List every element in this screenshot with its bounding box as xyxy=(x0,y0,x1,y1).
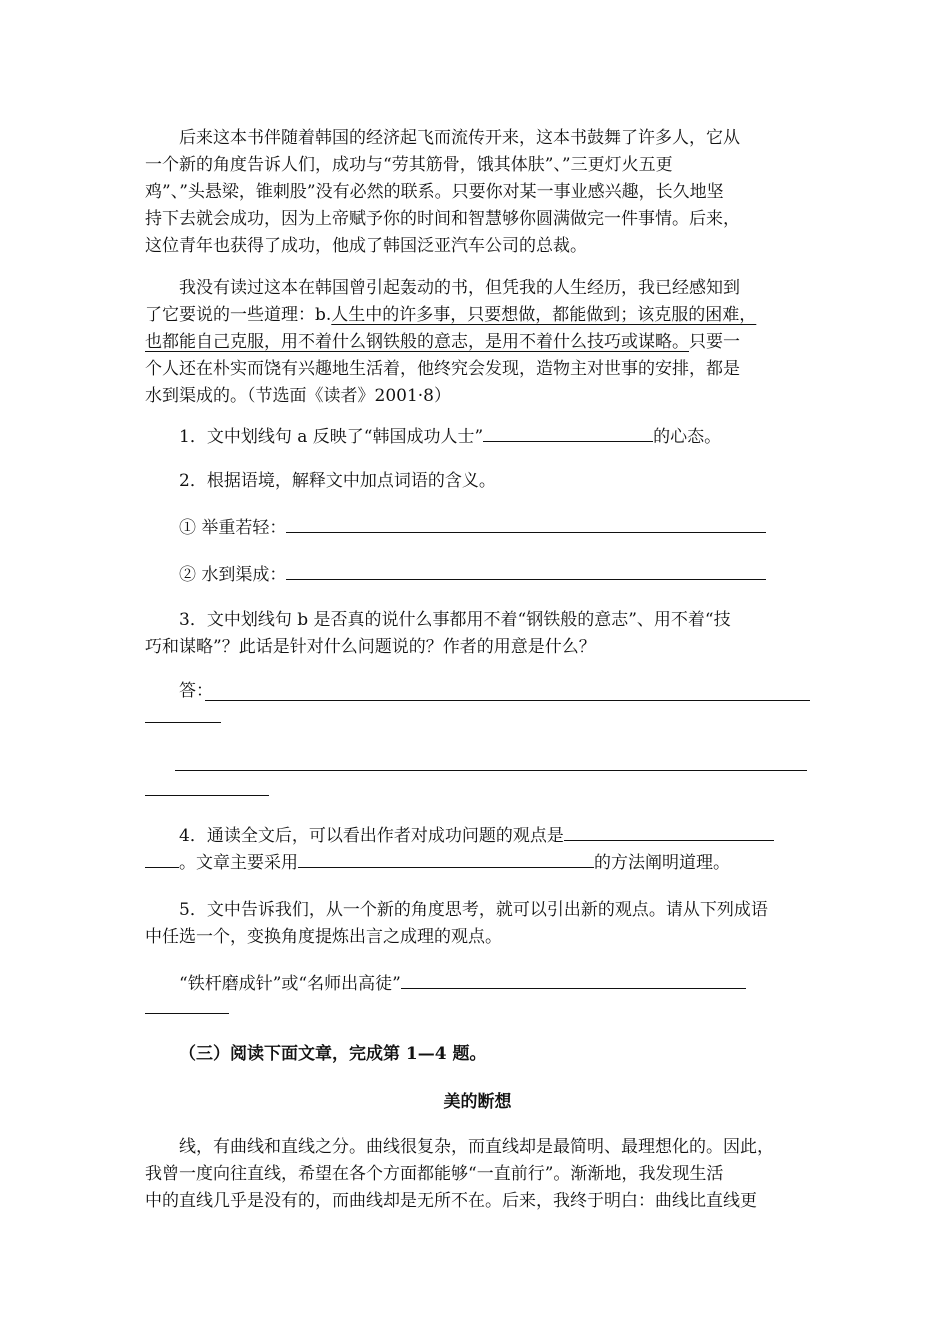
question-2-item-2 xyxy=(145,561,810,589)
question-2-stem: 2．根据语境，解释文中加点词语的含义。 xyxy=(179,471,496,491)
paragraph-line: 鸡”、”头悬梁，锥刺股”没有必然的联系。只要你对某一事业感兴趣，长久地坚 xyxy=(145,182,724,202)
answer-line[interactable] xyxy=(145,795,269,796)
paragraph-line: 个人还在朴实而饶有兴趣地生活着，他终究会发现，造物主对世事的安排，都是 xyxy=(145,359,740,379)
answer-blank[interactable] xyxy=(401,970,746,989)
question-4-line xyxy=(145,822,810,850)
paragraph-line: 我没有读过这本在韩国曾引起轰动的书，但凭我的人生经历，我已经感知到 xyxy=(179,278,740,298)
question-3-line: 3．文中划线句 b 是否真的说什么事都用不着“钢铁般的意志”、用不着“技 xyxy=(179,610,731,630)
question-5-line: 中任选一个，变换角度提炼出言之成理的观点。 xyxy=(145,927,502,947)
paragraph-line: 水到渠成的。（节选面《读者》2001·8） xyxy=(145,386,451,406)
question-2-item-1 xyxy=(145,514,810,542)
question-text: 。文章主要采用 xyxy=(179,853,298,873)
article-line: 我曾一度向往直线，希望在各个方面都能够“一直前行”。渐渐地，我发现生活 xyxy=(145,1164,724,1184)
question-1 xyxy=(145,423,810,451)
answer-blank[interactable] xyxy=(483,423,653,442)
article-line: 中的直线几乎是没有的，而曲线却是无所不在。后来，我终于明白：曲线比直线更 xyxy=(145,1191,757,1211)
section-heading: （三）阅读下面文章，完成第 1—4 题。 xyxy=(179,1044,487,1064)
text-segment: 只要一 xyxy=(689,332,740,352)
question-5-line: 5．文中告诉我们，从一个新的角度思考，就可以引出新的观点。请从下列成语 xyxy=(179,900,768,920)
underlined-sentence-b: 也都能自己克服，用不着什么钢铁般的意志，是用不着什么技巧或谋略。 xyxy=(145,332,689,352)
answer-blank[interactable] xyxy=(564,822,774,841)
answer-blank[interactable] xyxy=(298,849,594,868)
article-line: 线，有曲线和直线之分。曲线很复杂，而直线却是最简明、最理想化的。因此， xyxy=(179,1137,774,1157)
question-4-line xyxy=(145,849,810,877)
answer-line[interactable] xyxy=(145,722,221,723)
question-text: 的心态。 xyxy=(653,427,722,447)
question-text: 4．通读全文后，可以看出作者对成功问题的观点是 xyxy=(179,826,564,846)
paragraph-line: 后来这本书伴随着韩国的经济起飞而流传开来，这本书鼓舞了许多人，它从 xyxy=(179,128,740,148)
underlined-sentence-b: 人生中的许多事，只要想做，都能做到；该克服的困难， xyxy=(331,305,757,325)
paragraph-line xyxy=(145,301,810,329)
article-title: 美的断想 xyxy=(443,1092,512,1112)
item-label: ② 水到渠成： xyxy=(179,565,287,585)
paragraph-line: 这位青年也获得了成功，他成了韩国泛亚汽车公司的总裁。 xyxy=(145,236,587,256)
paragraph-line: 持下去就会成功，因为上帝赋予你的时间和智慧够你圆满做完一件事情。后来， xyxy=(145,209,740,229)
paragraph-line: 一个新的角度告诉人们，成功与“劳其筋骨，饿其体肤”、”三更灯火五更 xyxy=(145,155,673,175)
text-segment: 了它要说的一些道理：b. xyxy=(145,305,332,325)
question-3-line: 巧和谋略”？此话是针对什么问题说的？作者的用意是什么？ xyxy=(145,637,596,657)
answer-line[interactable] xyxy=(175,770,807,771)
question-text: 1．文中划线句 a 反映了“韩国成功人士” xyxy=(179,427,484,447)
question-text: 的方法阐明道理。 xyxy=(594,853,730,873)
paragraph-line xyxy=(145,328,810,356)
idiom-options: “铁杆磨成针”或“名师出高徒” xyxy=(179,974,401,994)
answer-blank[interactable] xyxy=(286,514,766,533)
answer-line[interactable] xyxy=(145,1013,229,1014)
answer-line[interactable] xyxy=(205,700,810,701)
answer-blank[interactable] xyxy=(145,849,179,868)
answer-blank[interactable] xyxy=(286,561,766,580)
answer-label: 答： xyxy=(179,681,213,701)
item-label: ① 举重若轻： xyxy=(179,518,287,538)
question-5-idioms xyxy=(145,970,810,998)
